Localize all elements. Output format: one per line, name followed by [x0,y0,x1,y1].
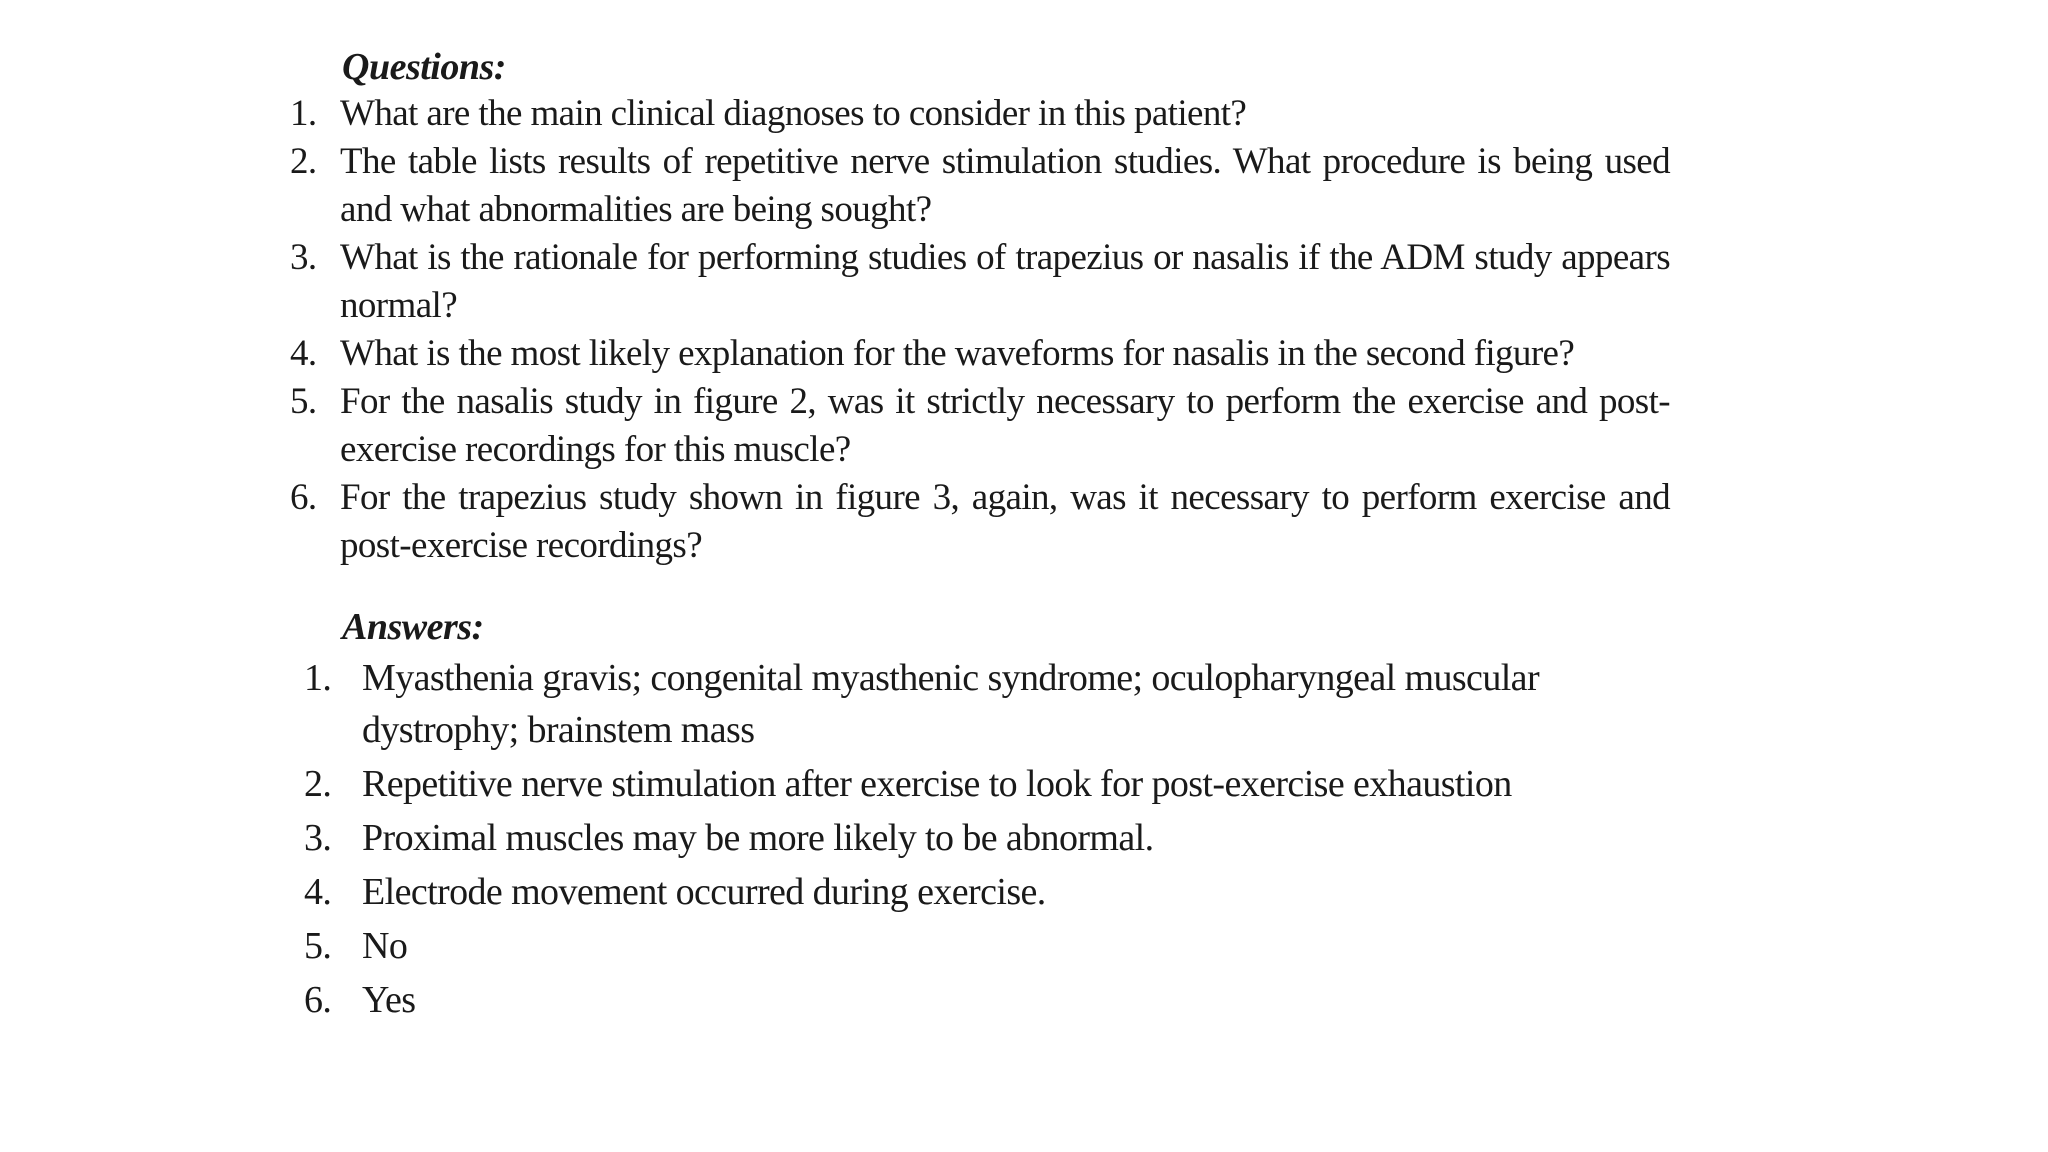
answer-item [290,974,1690,1026]
question-text: For the trapezius study shown in figure 3, again, was it necessary to perform exercise and post-exercise recordings? [340,477,1670,566]
question-number: 1. [290,93,317,134]
questions-heading: Questions: [342,46,506,88]
question-number: 3. [290,237,317,278]
answers-list [290,652,1690,1026]
answer-item [290,758,1690,810]
question-number: 5. [290,381,317,422]
answer-item [290,920,1690,972]
questions-list [290,90,1690,570]
answer-text: Yes [362,979,416,1021]
answer-item [290,866,1690,918]
question-text: The table lists results of repetitive nerve stimulation studies. What procedure is being used and what abnormalities are being sought? [340,141,1670,230]
answer-item [290,812,1690,864]
question-text: For the nasalis study in figure 2, was it strictly necessary to perform the exercise and post-exercise recordings for this muscle? [340,381,1670,470]
question-item [290,378,1690,474]
question-number: 2. [290,141,317,182]
question-text: What are the main clinical diagnoses to consider in this patient? [340,93,1247,134]
question-item [290,234,1690,330]
answer-text: Proximal muscles may be more likely to be abnormal. [362,817,1154,859]
question-item [290,90,1690,138]
question-item [290,330,1690,378]
question-item [290,474,1690,570]
answer-number: 3. [304,817,332,859]
answer-number: 4. [304,871,332,913]
answer-number: 2. [304,763,332,805]
answer-number: 1. [304,657,332,699]
answers-section [290,604,1690,1028]
questions-section [290,44,1690,570]
question-text: What is the most likely explanation for the waveforms for nasalis in the second figure? [340,333,1575,374]
answer-text: Repetitive nerve stimulation after exercise to look for post-exercise exhaustion [362,763,1512,805]
answer-text: Electrode movement occurred during exercise. [362,871,1046,913]
answer-number: 6. [304,979,332,1021]
answer-number: 5. [304,925,332,967]
answer-text: Myasthenia gravis; congenital myasthenic syndrome; oculopharyngeal muscular dystrophy; brainstem mass [362,657,1539,751]
question-number: 6. [290,477,317,518]
answer-item [290,652,1690,756]
question-text: What is the rationale for performing studies of trapezius or nasalis if the ADM study appears normal? [340,237,1670,326]
question-item [290,138,1690,234]
question-number: 4. [290,333,317,374]
answers-heading: Answers: [342,606,484,648]
answer-text: No [362,925,408,967]
